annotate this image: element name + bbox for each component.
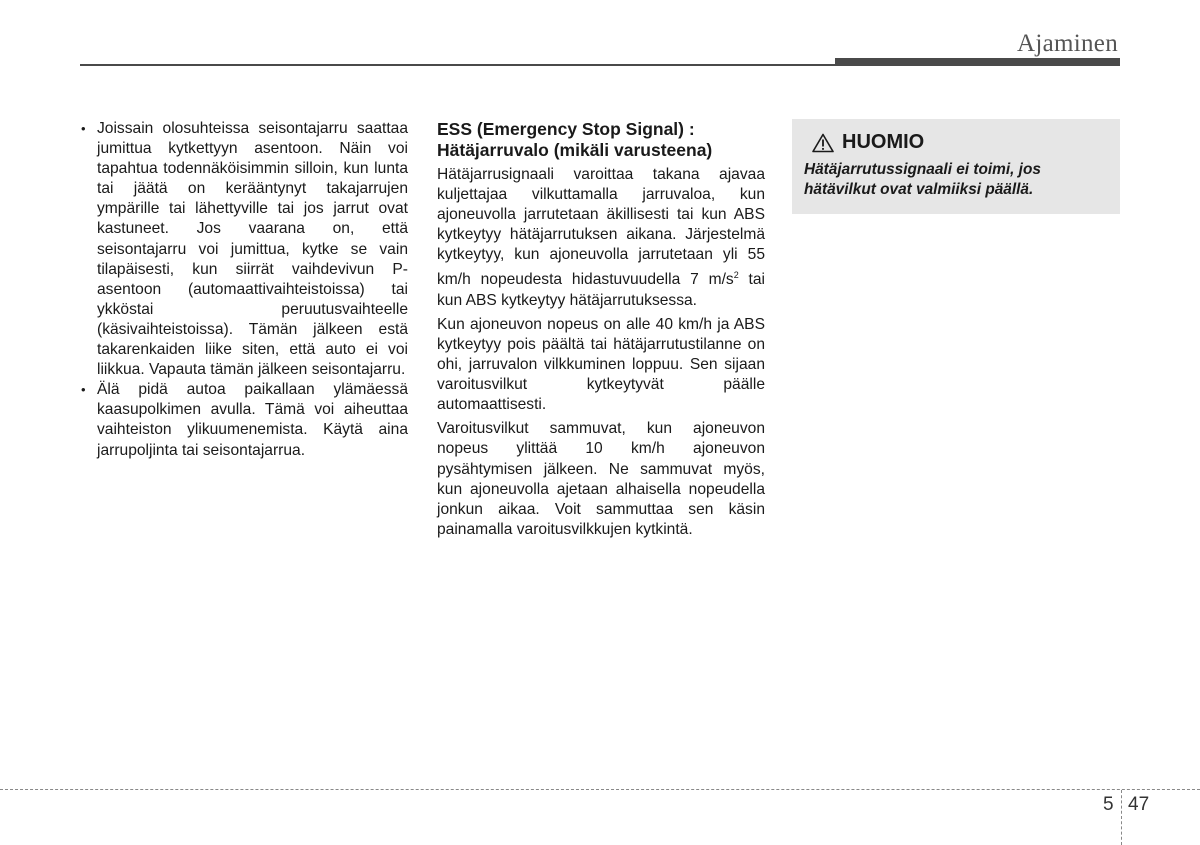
section-title: Ajaminen bbox=[1017, 30, 1118, 57]
ess-paragraph-1 bbox=[437, 165, 765, 311]
ess-paragraph-1-text: Hätäjarrusignaali varoittaa takana ajavaa kuljettajaa vilkuttamalla jarruvaloa, kun ajoneuvolla jarrutetaan äkillisesti tai kun ABS kytkeytyy hätäjarrutuksen aikana. Järjestelmä kytkeytyy, kun ajoneuvolla jarrutetaan yli 55 km/h nopeudesta hidastuvuudella 7 m/s bbox=[437, 166, 765, 289]
bullet-item: • Joissain olosuhteissa seisontajarru saattaa jumittua kytkettyyn asentoon. Näin voi tapahtua todennäköisimmin silloin, kun lunta tai jäätä on kerääntynyt takajarrujen ympärille tai lähettyville tai jos jarrut ovat kastuneet. Jos vaarana on, että seisontajarru voi jumittua, kytke se vain tilapäisesti, kun siirrät vaihdevivun P-asentoon (automaattivaihteistoissa) tai ykköstai peruutusvaihteelle (käsivaihteistoissa). Tämän jälkeen estä takarenkaiden liike siten, että auto ei voi liikkua. Vapauta tämän jälkeen seisontajarru. bbox=[78, 119, 408, 380]
ess-heading-line1: ESS (Emergency Stop Signal) : bbox=[437, 119, 695, 139]
ess-paragraph-1-tail: tai kun ABS kytkeytyy hätäjarrutuksessa. bbox=[437, 271, 765, 309]
warning-triangle-icon bbox=[812, 133, 842, 153]
chapter-number: 5 bbox=[1103, 794, 1114, 815]
ess-heading bbox=[437, 119, 765, 161]
notice-box bbox=[792, 119, 1120, 214]
superscript-2: 2 bbox=[733, 270, 739, 281]
notice-header bbox=[812, 131, 924, 154]
notice-title: HUOMIO bbox=[842, 131, 925, 153]
ess-paragraph-3: Varoitusvilkut sammuvat, kun ajoneuvon nopeus ylittää 10 km/h ajoneuvon pysähtymisen jälkeen. Ne sammuvat myös, kun ajoneuvolla ajetaan alhaisella nopeudella jonkun aikaa. Voit sammuttaa sen käsin painamalla varoitusvilkkujen kytkintä. bbox=[437, 420, 765, 538]
footer-rule bbox=[0, 789, 1200, 790]
middle-column bbox=[437, 119, 765, 544]
footer-divider bbox=[1121, 790, 1122, 845]
bullet-item: • Älä pidä autoa paikallaan ylämäessä kaasupolkimen avulla. Tämä voi aiheuttaa vaihteiston ylikuumenemista. Käytä aina jarrupoljinta tai seisontajarrua. bbox=[78, 380, 408, 460]
left-column bbox=[78, 119, 408, 461]
page-number: 47 bbox=[1128, 794, 1150, 815]
notice-body: Hätäjarrutussignaali ei toimi, jos hätävilkut ovat valmiiksi päällä. bbox=[804, 161, 1041, 198]
ess-paragraph-2: Kun ajoneuvon nopeus on alle 40 km/h ja ABS kytkeytyy pois päältä tai hätäjarrutustilanne on ohi, jarruvalon vilkkuminen loppuu. Sen sijaan varoitusvilkut kytkeytyvät päälle automaattisesti. bbox=[437, 315, 765, 414]
header-rule bbox=[80, 64, 835, 66]
header-rule-accent bbox=[835, 58, 1120, 66]
ess-heading-line2: Hätäjarruvalo (mikäli varusteena) bbox=[437, 140, 713, 160]
bullet-list bbox=[78, 119, 408, 461]
